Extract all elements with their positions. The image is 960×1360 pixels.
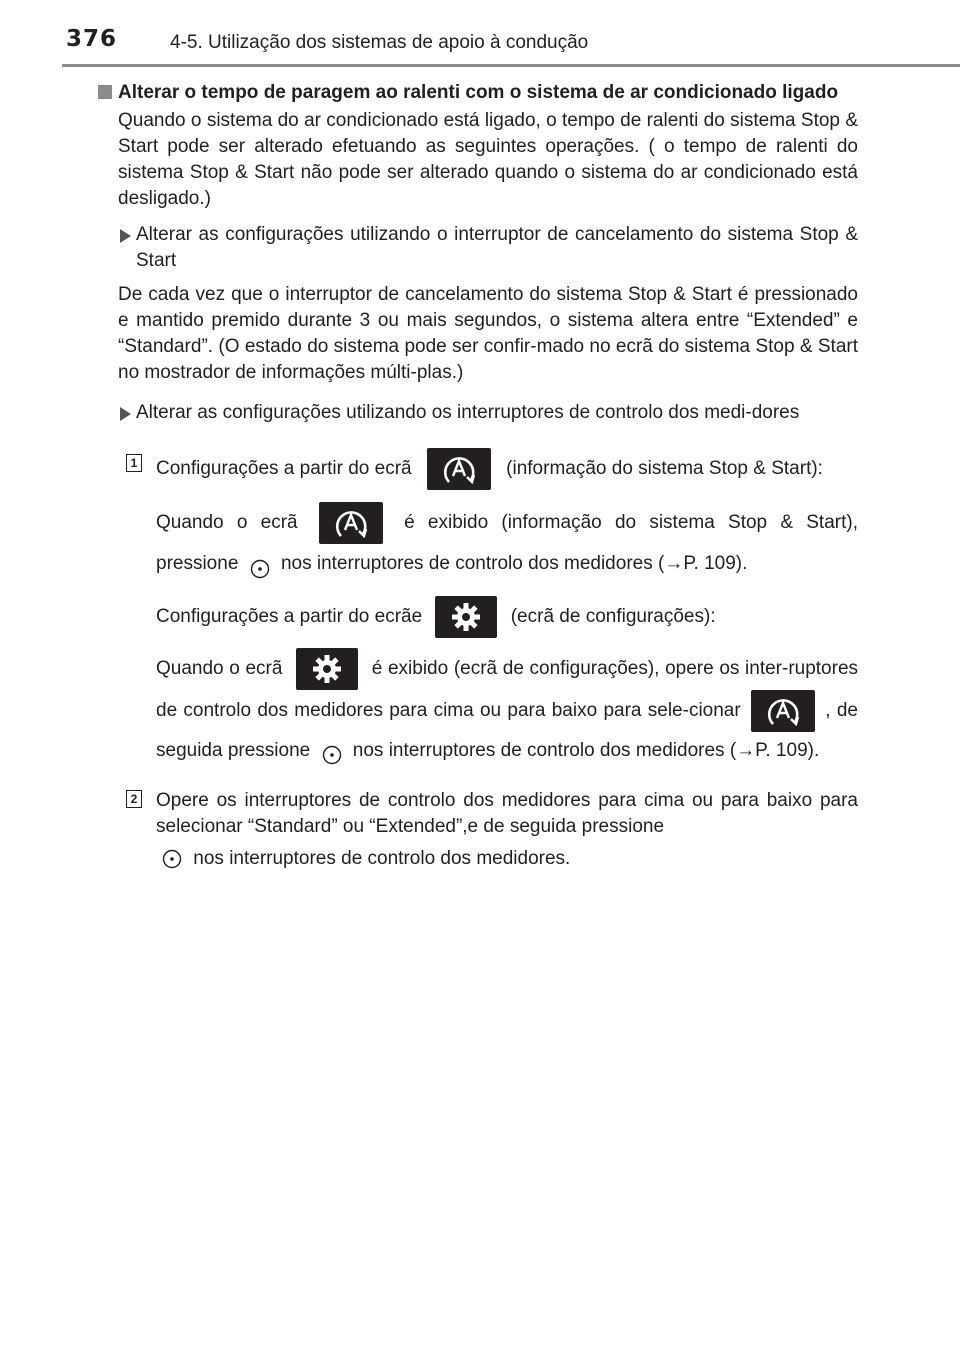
step-text: é exibido (ecrã de configurações), opere os inter-ruptores de controlo dos medidores para cima ou para baixo para sele-cionar bbox=[156, 658, 859, 722]
step-text: , de seguida pressione bbox=[156, 700, 859, 761]
step-text: é exibido (informação do sistema Stop & Start), pressione bbox=[156, 512, 858, 574]
sub-item-body: De cada vez que o interruptor de cancelamento do sistema Stop & Start é pressionado e mantido premido durante 3 ou mais segundos, o sistema altera entre “Extended” e “Standard”. (O estado do sistema pode ser confir-mado no ecrã do sistema Stop & Start no mostrador de informações múlti-plas.) bbox=[118, 284, 858, 383]
header-rule bbox=[62, 64, 960, 67]
step-number-box: 2 bbox=[126, 790, 142, 808]
step-number-box: 1 bbox=[126, 454, 142, 472]
gear-icon bbox=[296, 648, 358, 690]
stop-start-info-icon bbox=[427, 448, 491, 490]
step-text: Configurações a partir do ecrãe bbox=[156, 606, 423, 628]
sub-item-title: Alterar as configurações utilizando os interruptores de controlo dos medi-dores bbox=[136, 402, 800, 423]
section-title: 4-5. Utilização dos sistemas de apoio à condução bbox=[170, 32, 589, 53]
enter-button-icon bbox=[322, 741, 342, 761]
triangle-bullet-icon bbox=[120, 229, 131, 243]
page-header bbox=[0, 0, 960, 66]
triangle-bullet-icon bbox=[120, 407, 131, 421]
page-content bbox=[98, 80, 858, 872]
step-text: nos interruptores de controlo dos medidores. bbox=[193, 848, 571, 869]
step-1 bbox=[130, 448, 858, 490]
stop-start-info-icon bbox=[319, 502, 383, 544]
section-heading bbox=[98, 80, 858, 106]
step-text: Quando o ecrã bbox=[156, 658, 283, 680]
stop-start-info-icon bbox=[751, 690, 815, 732]
sub-item-meter-switches bbox=[118, 400, 858, 426]
heading-text: Alterar o tempo de paragem ao ralenti com o sistema de ar condicionado ligado bbox=[118, 82, 839, 103]
step-2 bbox=[130, 788, 858, 872]
sub-item-cancel-switch bbox=[118, 222, 858, 274]
gear-icon bbox=[435, 596, 497, 638]
sub-item-title: Alterar as configurações utilizando o interruptor de cancelamento do sistema Stop & Start bbox=[136, 224, 858, 271]
step-text: nos interruptores de controlo dos medidores (→P. 109). bbox=[352, 740, 820, 761]
step-1-settings bbox=[156, 596, 858, 638]
enter-button-icon bbox=[162, 849, 182, 869]
step-text: nos interruptores de controlo dos medidores (→P. 109). bbox=[280, 553, 748, 574]
step-1-settings-detail bbox=[156, 648, 858, 770]
page-number: 376 bbox=[66, 26, 118, 52]
step-1-detail bbox=[156, 502, 858, 584]
enter-button-icon bbox=[250, 554, 270, 574]
intro-paragraph: Quando o sistema do ar condicionado está ligado, o tempo de ralenti do sistema Stop & Start pode ser alterado efetuando as seguintes operações. ( o tempo de ralenti do sistema Stop & Start não pode ser alterado quando o sistema do ar condicionado está desligado.) bbox=[118, 110, 858, 209]
step-text: (ecrã de configurações): bbox=[510, 606, 716, 628]
step-text: Opere os interruptores de controlo dos medidores para cima ou para baixo para selecionar “Standard” ou “Extended”,e de seguida pressione bbox=[156, 790, 858, 837]
step-text: Quando o ecrã bbox=[156, 512, 298, 534]
step-text: (informação do sistema Stop & Start): bbox=[506, 458, 823, 480]
step-text: Configurações a partir do ecrã bbox=[156, 458, 412, 480]
square-bullet-icon bbox=[98, 85, 112, 99]
